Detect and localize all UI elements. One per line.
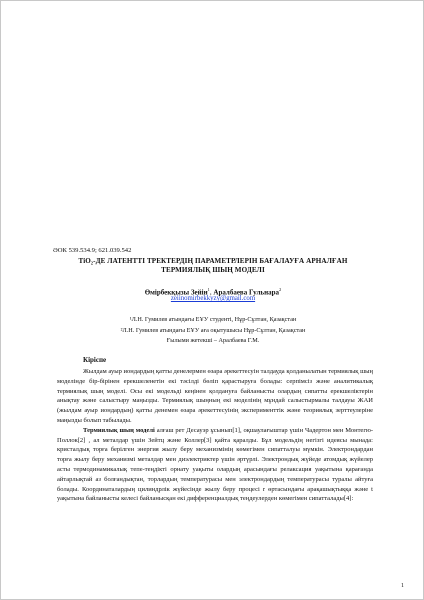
title-line-2: ТЕРМИЯЛЫҚ ШЫҢ МОДЕЛІ [161, 266, 265, 274]
udk-code: ӘОК 539.534.9; 621.039.542 [53, 247, 132, 254]
author-separator: , [209, 288, 214, 297]
author-email-link[interactable]: zeiinomirbekkyzy@gmail.com [170, 295, 256, 302]
supervisor-line: Ғылыми жетекші – Аралбаева Г.М. [166, 337, 260, 344]
page-number: 1 [401, 583, 404, 589]
affiliation-2: ²Л.Н. Гумилев атындағы ЕҰУ аға оқытушысы Нұр-Сұлтан, Қазақстан [120, 327, 306, 334]
affiliation-1: ¹Л.Н. Гумилев атындағы ЕҰУ студенті, Нұр-Сұлтан, Қазақстан [129, 316, 297, 323]
body-text [57, 367, 373, 504]
author-2: Аралбаева Гульнара [213, 288, 280, 297]
paper-title [41, 257, 385, 275]
author-1: Өмірбекқызы Зейін [144, 288, 208, 297]
paragraph-2 [57, 426, 373, 504]
paragraph-1: Жылдам ауыр иондардың қатты денелермен өзара әрекеттесуін талдауда қолданылатын термиялық шың моделінде бір-бірінен ерекшеленетін екі тәсілді бөліп қарастыруға болады: серпімсіз және аналитикалық термиялық шың моделі. Осы екі модельді кеңінен қолдануға байланысты олардың сипатты ерекшеліктерін анықтау және салыстыру маңызды. Термиялық шыңның екі моделінің мұндай салыстырмалы талдауы ЖАИ (жылдам ауыр иондардың) қатты денемен өзара әрекеттесуінің эксперименттік және теориялық зерттеулеріне маңызды болып табылады. [57, 368, 373, 424]
author-1-sup: 1 [207, 287, 210, 292]
title-line-1: TiO₂-ДЕ ЛАТЕНТТІ ТРЕКТЕРДІҢ ПАРАМЕТРЛЕРІН БАҒАЛАУҒА АРНАЛҒАН [78, 257, 348, 265]
paragraph-2-text: алғаш рет Десауэр ұсынып[1], оқшаулағыштар үшін Чадертон мен Монтегю-Поллок[2] , ал металдар үшін Зейтц және Коллер[3] қайта қаралды. Бұл модельдің негізгі идеясы мынада: кристалдық торға берілген энергия жылу беру механизмінің көмегімен сипатталуы мүмкін. Электрондардан торға жылу беру механизмі металдар мен диэлектриктер үшін әртүрлі. Электрондық жүйеде атомдық жүйелер асты термодинамикалық тепе-теңдікті орнату уақыты олардың арасындағы релаксация уақытына қарағанда айтарлықтай аз болғандықтан, торлардың температурасы мен электрондардың температурасы туралы айтуға болады. Координаталардың цилиндрлік жүйесінде жылу беру процесі r өртасындағы арақашықтыққа және t уақытына байланысты келесі байланысқан екі дифференциалдық теңдеулерден көмегімен сипатталады[4]: [57, 426, 374, 503]
paragraph-2-bold-term: Термиялық шың моделі [83, 426, 155, 434]
author-2-sup: 2 [279, 287, 282, 292]
section-heading-introduction: Кіріспе [83, 356, 107, 364]
